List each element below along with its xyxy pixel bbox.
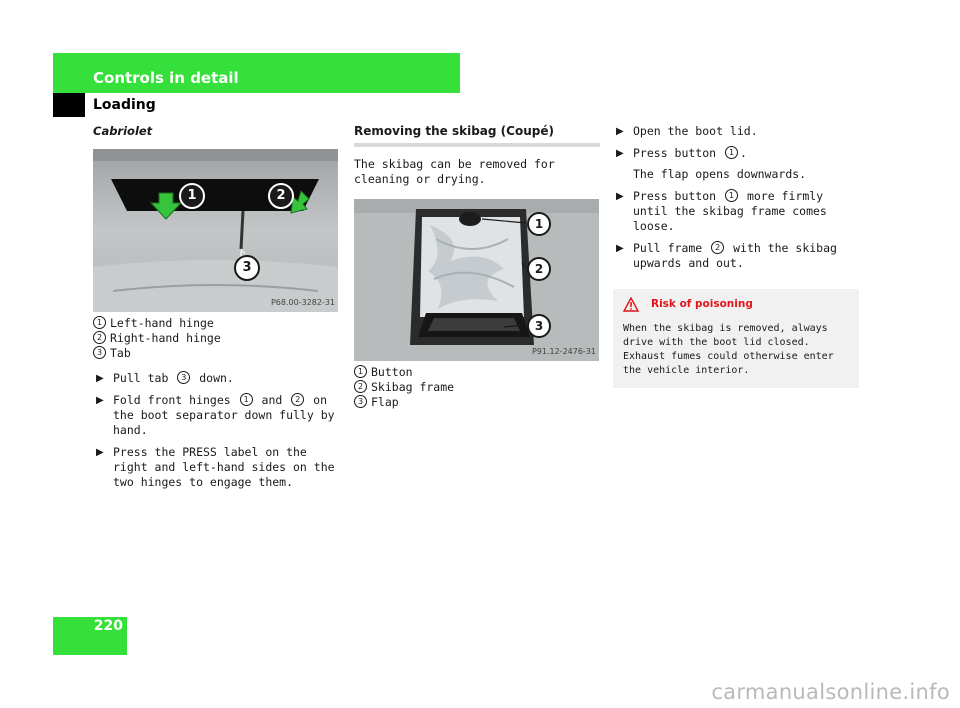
number-marker: 1 — [354, 365, 367, 378]
instruction-step: ▶ Fold front hinges 1 and 2 on the boot separator down fully by hand. — [96, 393, 335, 437]
number-marker: 2 — [291, 393, 304, 406]
callout-3: 3 — [527, 314, 551, 338]
legend-item — [354, 380, 600, 395]
legend-item — [354, 365, 600, 380]
callout-2: 2 — [527, 257, 551, 281]
legend-item — [354, 395, 600, 410]
step-arrow-icon: ▶ — [96, 447, 104, 458]
header-bar — [53, 53, 460, 93]
warning-box — [613, 289, 859, 388]
cabriolet-label: Cabriolet — [93, 124, 153, 138]
section-heading: Removing the skibag (Coupé) — [354, 124, 600, 147]
number-marker: 1 — [725, 146, 738, 159]
number-marker: 1 — [240, 393, 253, 406]
warning-title: Risk of poisoning — [651, 298, 753, 310]
legend-text: Tab — [110, 346, 131, 360]
step-arrow-icon: ▶ — [616, 148, 624, 159]
warning-triangle-icon — [623, 297, 639, 312]
instruction-step: ▶ Pull frame 2 with the skibag upwards and out. — [616, 241, 837, 270]
step-arrow-icon: ▶ — [616, 191, 624, 202]
callout-2: 2 — [268, 183, 294, 209]
instruction-step: ▶ Press the PRESS label on the right and left-hand sides on the two hinges to engage them. — [96, 445, 335, 489]
step-arrow-icon: ▶ — [616, 126, 624, 137]
legend-text: Left-hand hinge — [110, 316, 214, 330]
figure-code: P68.00-3282-31 — [270, 298, 335, 307]
section-tab-marker — [53, 93, 85, 117]
intro-text: The skibag can be removed for cleaning or drying. — [354, 157, 555, 186]
note-text: The flap opens downwards. — [633, 167, 807, 181]
instruction-step: ▶ Press button 1 . — [616, 146, 747, 160]
number-marker: 1 — [725, 189, 738, 202]
callout-1: 1 — [179, 183, 205, 209]
section-title: Controls in detail — [93, 69, 239, 87]
number-marker: 2 — [711, 241, 724, 254]
number-marker: 3 — [354, 395, 367, 408]
figure-code: P91.12-2476-31 — [531, 347, 596, 356]
legend-text: Right-hand hinge — [110, 331, 221, 345]
number-marker: 3 — [177, 371, 190, 384]
step-arrow-icon: ▶ — [616, 243, 624, 254]
boot-hinges-figure — [93, 149, 338, 312]
left-legend — [93, 316, 339, 361]
number-marker: 1 — [93, 316, 106, 329]
instruction-step: ▶ Open the boot lid. — [616, 124, 758, 138]
legend-item — [93, 316, 339, 331]
number-marker: 2 — [93, 331, 106, 344]
watermark: carmanualsonline.info — [711, 680, 950, 704]
middle-column — [354, 124, 600, 410]
number-marker: 2 — [354, 380, 367, 393]
number-marker: 3 — [93, 346, 106, 359]
left-column — [93, 124, 339, 490]
legend-item — [93, 346, 339, 361]
callout-3: 3 — [234, 255, 260, 281]
skibag-illustration — [354, 199, 599, 361]
page-title: Loading — [93, 97, 156, 113]
page-number: 220 — [93, 618, 123, 634]
instruction-step: ▶ Pull tab 3 down. — [96, 371, 234, 385]
middle-legend — [354, 365, 600, 410]
warning-header — [623, 297, 849, 312]
step-arrow-icon: ▶ — [96, 373, 104, 384]
page-number-box — [53, 617, 127, 655]
warning-text: When the skibag is removed, always drive with the boot lid closed. Exhaust fumes could otherwise enter the vehicle interior. — [623, 323, 834, 376]
step-arrow-icon: ▶ — [96, 395, 104, 406]
legend-text: Button — [371, 365, 413, 379]
right-column — [613, 124, 859, 388]
instruction-step: ▶ Press button 1 more firmly until the skibag frame comes loose. — [616, 189, 827, 233]
legend-item — [93, 331, 339, 346]
skibag-figure — [354, 199, 599, 361]
callout-1: 1 — [527, 212, 551, 236]
legend-text: Skibag frame — [371, 380, 455, 394]
boot-hinges-illustration — [93, 149, 338, 312]
legend-text: Flap — [371, 395, 399, 409]
